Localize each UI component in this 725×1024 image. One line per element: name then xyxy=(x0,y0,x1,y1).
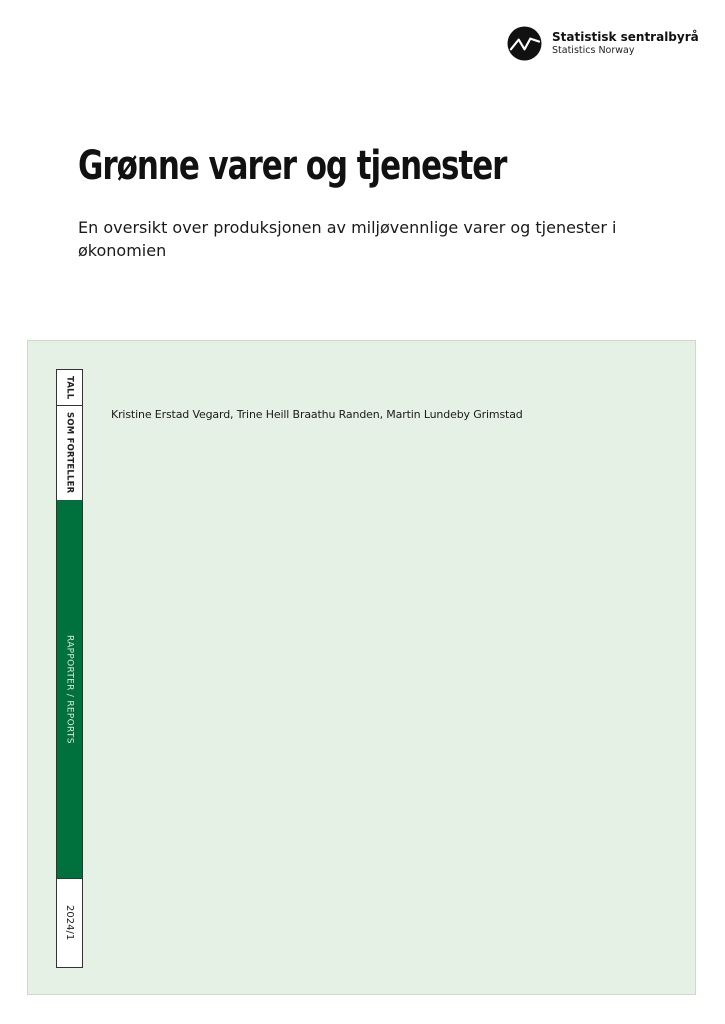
spine-category-label: RAPPORTER / REPORTS xyxy=(64,634,75,744)
report-subtitle: En oversikt over produksjonen av miljøvennlige varer og tjenester i økonomien xyxy=(78,218,617,260)
report-title: Grønne varer og tjenester xyxy=(78,143,507,189)
spine-series-top-label: TALL xyxy=(64,375,75,400)
org-name-english: Statistics Norway xyxy=(552,45,635,57)
series-spine xyxy=(56,369,83,968)
spine-issue xyxy=(57,878,82,966)
spine-issue-label: 2024/1 xyxy=(64,904,75,941)
spine-series-middle xyxy=(57,406,82,500)
spine-category-band xyxy=(57,500,82,878)
ssb-logo xyxy=(507,26,699,61)
spine-series-middle-label: SOM FORTELLER xyxy=(64,412,75,494)
spine-series-top xyxy=(57,370,82,406)
cover-panel xyxy=(27,340,696,995)
logo-text xyxy=(552,30,699,57)
authors: Kristine Erstad Vegard, Trine Heill Braathu Randen, Martin Lundeby Grimstad xyxy=(111,408,523,421)
ssb-logo-icon xyxy=(507,26,542,61)
org-name: Statistisk sentralbyrå xyxy=(552,30,699,45)
